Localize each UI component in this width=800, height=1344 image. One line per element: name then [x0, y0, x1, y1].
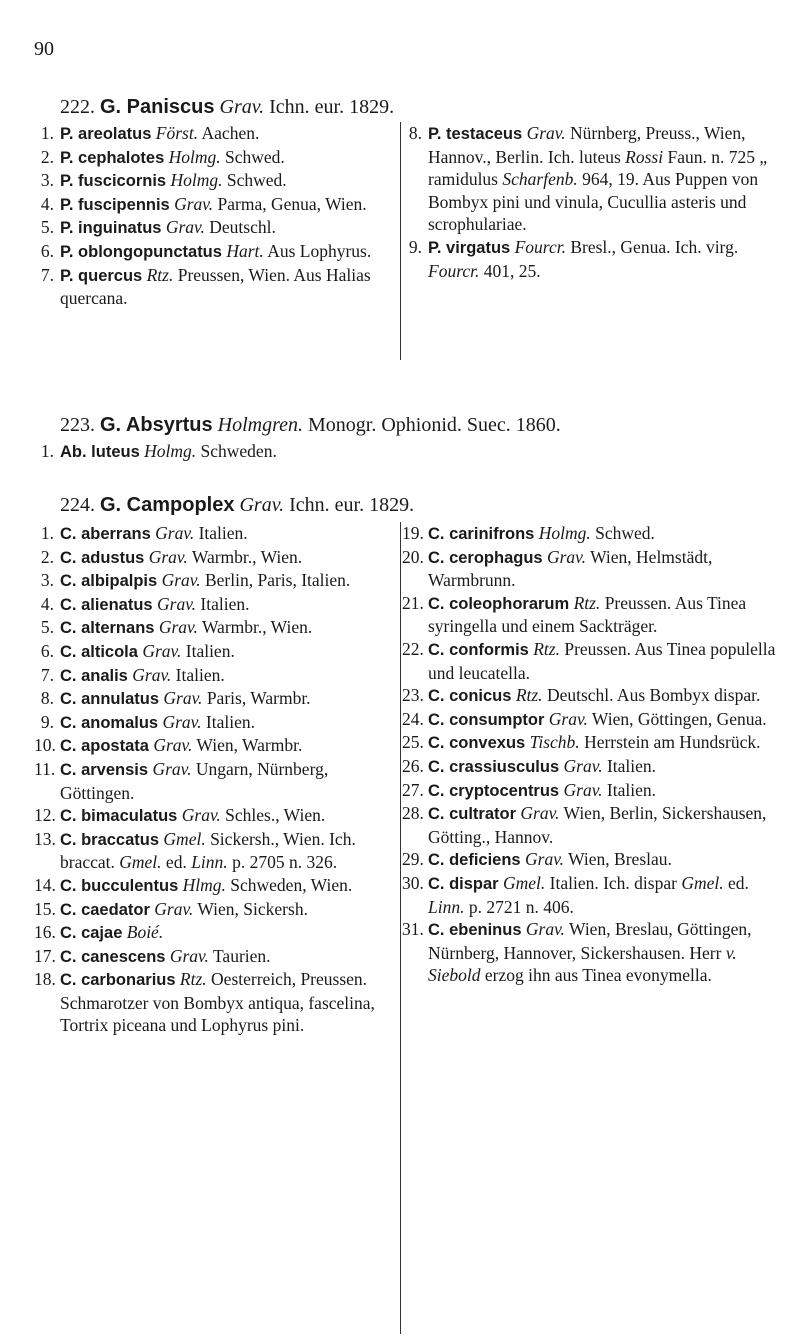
species-name: P. inguinatus	[60, 219, 162, 238]
locality-text: Wien, Helmstädt, Warmbrunn.	[428, 546, 713, 591]
entry-text	[60, 664, 396, 688]
species-entry	[34, 640, 396, 664]
author-name: Gmel.	[681, 872, 724, 893]
page-number: 90	[34, 38, 54, 60]
entry-text	[60, 734, 396, 758]
species-name: C. cerophagus	[428, 548, 543, 567]
section-222-right-column	[402, 122, 776, 282]
entry-text	[60, 945, 396, 969]
entry-number: 11.	[34, 758, 56, 779]
species-name: C. coleophorarum	[428, 594, 570, 613]
entry-text	[428, 592, 776, 638]
entry-text	[60, 804, 396, 828]
locality-text: Oesterreich, Preussen. Schmarotzer von Bombyx antiqua, fascelina, Tortrix piceana und Lophyrus pini.	[60, 969, 375, 1036]
locality-text: Italien. Ich. dispar	[549, 872, 677, 893]
locality-text: Bresl., Genua. Ich. virg.	[570, 236, 739, 257]
author-name: Holmg.	[168, 146, 221, 167]
entry-text	[428, 684, 776, 708]
species-entry	[402, 779, 776, 803]
entry-number: 9.	[408, 236, 422, 257]
entry-number: 19.	[402, 523, 424, 543]
species-name: C. conicus	[428, 687, 512, 706]
species-name: P. areolatus	[60, 125, 152, 143]
entry-number: 22.	[402, 638, 424, 659]
author-name: Grav.	[174, 193, 214, 214]
locality-text: Preussen. Aus Tinea populella und leucatella.	[428, 638, 776, 683]
section-heading-222: 222. G. Paniscus Grav. Ichn. eur. 1829.	[60, 96, 395, 118]
species-entry	[34, 758, 396, 804]
species-name: P. fuscipennis	[60, 195, 170, 214]
entry-number: 17.	[34, 945, 56, 966]
entry-text	[60, 193, 396, 217]
species-name: C. alternans	[60, 619, 155, 638]
author-name: Boié.	[126, 922, 164, 943]
locality-text: Ungarn, Nürnberg, Göttingen.	[60, 758, 329, 803]
species-name: C. bimaculatus	[60, 807, 178, 826]
entry-number: 2.	[40, 146, 54, 167]
locality-text: Schweden.	[200, 441, 277, 461]
entry-text	[60, 122, 396, 146]
entry-text	[60, 264, 396, 310]
entry-text	[428, 779, 776, 803]
entry-number: 3.	[40, 170, 54, 191]
entry-number: 1.	[40, 523, 54, 543]
entry-text	[60, 593, 396, 617]
entry-text	[60, 546, 396, 570]
species-name: P. testaceus	[428, 125, 523, 143]
reference-text: p. 2721 n. 406.	[468, 896, 574, 917]
species-name: C. carinifrons	[428, 525, 535, 543]
entry-number: 28.	[402, 803, 424, 824]
entry-text	[428, 872, 776, 918]
author-name: Grav.	[152, 758, 192, 779]
species-entry	[34, 146, 396, 170]
author-name: Grav.	[153, 735, 193, 756]
entry-number: 7.	[40, 264, 54, 285]
section-heading-224: 224. G. Campoplex Grav. Ichn. eur. 1829.	[60, 494, 415, 516]
entry-text	[428, 802, 776, 848]
species-entry	[34, 122, 396, 146]
author-name: Holmg.	[144, 441, 197, 461]
locality-text: Wien, Breslau, Göttingen, Nürnberg, Hannover, Sickershausen. Herr	[428, 919, 752, 963]
entry-number: 25.	[402, 732, 424, 753]
author-name: Grav.	[155, 523, 195, 543]
locality-text: Berlin, Paris, Italien.	[204, 570, 351, 591]
author-name: Grav.	[161, 570, 201, 591]
species-name: C. aberrans	[60, 525, 151, 543]
entry-text	[60, 569, 396, 593]
entry-number: 1.	[40, 123, 54, 143]
species-entry	[402, 684, 776, 708]
species-entry	[34, 240, 396, 264]
author-name: Scharfenb.	[502, 169, 578, 190]
entry-number: 4.	[40, 593, 54, 614]
entry-text	[60, 216, 396, 240]
author-name: Grav.	[157, 593, 197, 614]
section-224-right-column	[402, 522, 776, 987]
species-entry	[402, 708, 776, 732]
entry-number: 9.	[40, 711, 54, 732]
entry-number: 6.	[40, 240, 54, 261]
species-name: C. apostata	[60, 737, 149, 756]
entry-number: 20.	[402, 546, 424, 567]
author-name: Grav.	[526, 123, 566, 143]
species-entry	[402, 731, 776, 755]
species-entry	[34, 593, 396, 617]
species-name: C. braccatus	[60, 830, 160, 849]
locality-text: Paris, Warmbr.	[206, 688, 311, 709]
species-entry	[402, 848, 776, 872]
author-name: Grav.	[520, 803, 560, 824]
entry-number: 5.	[40, 217, 54, 238]
species-name: C. bucculentus	[60, 876, 179, 895]
locality-text: Preussen. Aus Tinea syringella und einem Sackträger.	[428, 592, 747, 637]
species-name: C. canescens	[60, 947, 166, 966]
locality-text: Sickersh., Wien. Ich. braccat.	[60, 828, 356, 873]
locality-text: Wien, Berlin, Sickershausen, Götting., Hannov.	[428, 803, 767, 847]
locality-text: Italien.	[205, 711, 255, 732]
section-222-left-column	[34, 122, 396, 310]
entry-text	[428, 731, 776, 755]
species-entry	[402, 872, 776, 918]
entry-number: 10.	[34, 735, 56, 756]
entry-text	[428, 236, 776, 282]
entry-number: 3.	[40, 570, 54, 591]
species-name: P. quercus	[60, 266, 143, 285]
species-entry	[402, 802, 776, 848]
locality-text: Herrstein am Hundsrück.	[584, 732, 761, 753]
entry-number: 29.	[402, 849, 424, 870]
species-name: C. annulatus	[60, 690, 160, 709]
locality-text: Aus Lophyrus.	[267, 240, 372, 261]
author-name: Först.	[155, 123, 199, 143]
author-name: Grav.	[563, 779, 603, 800]
author-name: Gmel.	[163, 828, 206, 849]
author-name: Linn.	[191, 852, 228, 873]
entry-text	[428, 848, 776, 872]
entry-number: 2.	[40, 546, 54, 567]
entry-text	[60, 240, 396, 264]
species-name: C. ebeninus	[428, 921, 522, 940]
locality-text: Schwed.	[226, 170, 287, 191]
locality-text: Italien.	[175, 664, 225, 685]
entry-text	[428, 918, 776, 987]
species-entry	[402, 755, 776, 779]
entry-text	[60, 440, 634, 464]
entry-number: 27.	[402, 779, 424, 800]
author-name: Tischb.	[529, 732, 580, 753]
entry-text	[428, 546, 776, 592]
species-entry	[34, 169, 396, 193]
reference-text: 401, 25.	[483, 260, 541, 281]
column-divider	[400, 122, 401, 360]
species-name: C. deficiens	[428, 851, 521, 870]
entry-number: 8.	[40, 688, 54, 709]
author-name: Rtz.	[179, 969, 207, 990]
author-name: Fourcr.	[428, 260, 480, 281]
locality-text: Wien, Breslau.	[568, 849, 672, 870]
species-entry	[402, 592, 776, 638]
species-name: C. analis	[60, 666, 128, 685]
author-name: Gmel.	[502, 872, 546, 893]
species-name: C. crassiusculus	[428, 757, 560, 776]
entry-number: 5.	[40, 617, 54, 638]
species-entry	[34, 804, 396, 828]
species-entry	[34, 828, 396, 874]
author-name: Grav.	[148, 546, 188, 567]
species-entry	[402, 918, 776, 987]
locality-text: Italien.	[198, 523, 248, 543]
species-entry	[34, 874, 396, 898]
locality-text: Schweden, Wien.	[230, 874, 353, 895]
entry-text	[428, 708, 776, 732]
species-name: P. virgatus	[428, 238, 511, 257]
entry-text	[60, 711, 396, 735]
entry-text	[428, 522, 776, 546]
section-heading-223: 223. G. Absyrtus Holmgren. Monogr. Ophionid. Suec. 1860.	[60, 414, 561, 436]
entry-text	[60, 898, 396, 922]
locality-text: Italien.	[606, 755, 657, 776]
species-entry	[34, 216, 396, 240]
species-entry	[402, 522, 776, 546]
entry-text	[60, 874, 396, 898]
species-name: C. carbonarius	[60, 971, 176, 990]
locality-text: Schwed.	[595, 523, 655, 543]
entry-number: 8.	[408, 123, 422, 143]
entry-number: 16.	[34, 922, 56, 943]
species-entry	[34, 898, 396, 922]
author-name: Hlmg.	[182, 874, 226, 895]
species-name: P. cephalotes	[60, 148, 165, 167]
entry-number: 6.	[40, 640, 54, 661]
species-entry	[34, 687, 396, 711]
species-name: C. anomalus	[60, 713, 159, 732]
species-name: C. alienatus	[60, 595, 153, 614]
section-224-left-column	[34, 522, 396, 1037]
species-name: C. cryptocentrus	[428, 781, 560, 800]
entry-text	[428, 122, 776, 236]
entry-number: 12.	[34, 805, 56, 826]
species-name: C. adustus	[60, 548, 145, 567]
author-name: Rtz.	[515, 685, 543, 706]
column-divider	[400, 522, 401, 1334]
locality-text: Deutschl. Aus Bombyx dispar.	[546, 685, 761, 706]
locality-text: Preussen, Wien. Aus Halias quercana.	[60, 264, 371, 309]
entry-text	[60, 828, 396, 874]
locality-text: Wien, Göttingen, Genua.	[591, 708, 767, 729]
species-entry	[34, 921, 396, 945]
species-entry	[402, 122, 776, 236]
species-name: C. convexus	[428, 734, 526, 753]
species-name: C. consumptor	[428, 710, 545, 729]
reference-text: ed.	[727, 872, 749, 893]
locality-text: Warmbr., Wien.	[191, 546, 303, 567]
reference-text: ed.	[165, 852, 187, 873]
entry-number: 24.	[402, 708, 424, 729]
entry-number: 21.	[402, 592, 424, 613]
entry-text	[60, 146, 396, 170]
author-name: Holmg.	[538, 523, 591, 543]
species-entry	[34, 734, 396, 758]
author-name: Grav.	[163, 688, 203, 709]
author-name: Grav.	[158, 617, 198, 638]
locality-text: Wien, Sickersh.	[197, 898, 308, 919]
reference-text: Faun. n. 725 „ ramidulus	[428, 146, 768, 190]
author-name: Grav.	[142, 640, 182, 661]
entry-number: 18.	[34, 969, 56, 990]
entry-number: 30.	[402, 872, 424, 893]
locality-text: Parma, Genua, Wien.	[217, 193, 367, 214]
author-name: Grav.	[154, 898, 194, 919]
entry-text	[60, 968, 396, 1037]
entry-text	[60, 616, 396, 640]
entry-text	[428, 755, 776, 779]
species-entry	[34, 440, 634, 464]
locality-text: Warmbr., Wien.	[201, 617, 313, 638]
entry-text	[60, 687, 396, 711]
author-name: Grav.	[563, 755, 603, 776]
entry-number: 4.	[40, 193, 54, 214]
author-name: Rtz.	[146, 264, 174, 285]
entry-number: 13.	[34, 828, 56, 849]
author-name: Grav.	[181, 805, 221, 826]
species-name: C. alticola	[60, 642, 138, 661]
species-entry	[34, 711, 396, 735]
species-name: P. fuscicornis	[60, 172, 167, 191]
species-entry	[34, 968, 396, 1037]
entry-number: 14.	[34, 874, 56, 895]
locality-text: Aachen.	[201, 123, 260, 143]
species-name: C. arvensis	[60, 760, 149, 779]
author-name: Grav.	[132, 664, 172, 685]
species-name: C. albipalpis	[60, 572, 158, 591]
locality-text: Italien.	[200, 593, 250, 614]
entry-number: 26.	[402, 755, 424, 776]
species-name: C. cultrator	[428, 805, 517, 824]
entry-text	[60, 640, 396, 664]
author-name: Fourcr.	[514, 236, 566, 257]
locality-text: Italien.	[606, 779, 656, 800]
species-name: P. oblongopunctatus	[60, 242, 222, 261]
entry-number: 15.	[34, 898, 56, 919]
author-name: Gmel.	[119, 852, 162, 873]
entry-text	[60, 758, 396, 804]
author-name: Holmg.	[170, 170, 223, 191]
author-name: Grav.	[525, 849, 565, 870]
locality-text: Deutschl.	[209, 217, 276, 238]
entry-text	[60, 921, 396, 945]
locality-text: Schles., Wien.	[225, 805, 326, 826]
entry-number: 31.	[402, 919, 424, 940]
species-entry	[402, 546, 776, 592]
species-entry	[34, 664, 396, 688]
author-name: Grav.	[165, 217, 205, 238]
locality-text: Taurien.	[212, 945, 271, 966]
species-entry	[34, 522, 396, 546]
species-entry	[402, 236, 776, 282]
reference-text: p. 2705 n. 326.	[232, 852, 338, 873]
author-name: Rtz.	[533, 638, 560, 659]
species-name: C. dispar	[428, 874, 499, 893]
species-entry	[34, 569, 396, 593]
species-name: Ab. luteus	[60, 443, 140, 461]
species-entry	[402, 638, 776, 684]
author-name: Linn.	[428, 896, 465, 917]
entry-number: 1.	[40, 441, 54, 461]
entry-text	[60, 522, 396, 546]
species-name: C. conformis	[428, 640, 529, 659]
locality-text: Schwed.	[225, 146, 285, 167]
locality-text: Wien, Warmbr.	[196, 735, 303, 756]
author-name: v. Siebold	[428, 942, 737, 986]
species-name: C. cajae	[60, 924, 123, 943]
entry-text	[60, 169, 396, 193]
species-entry	[34, 945, 396, 969]
species-name: C. caedator	[60, 900, 150, 919]
reference-text: erzog ihn aus Tinea evonymella.	[484, 965, 712, 986]
author-name: Grav.	[546, 546, 587, 567]
species-entry	[34, 193, 396, 217]
author-name: Grav.	[162, 711, 202, 732]
species-entry	[34, 546, 396, 570]
entry-number: 7.	[40, 664, 54, 685]
entry-text	[428, 638, 776, 684]
author-name: Rossi	[625, 146, 664, 167]
locality-text: Nürnberg, Preuss., Wien, Hannov., Berlin. Ich. luteus	[428, 123, 746, 167]
species-entry	[34, 616, 396, 640]
author-name: Grav.	[169, 945, 209, 966]
section-223-column	[34, 440, 634, 464]
species-entry	[34, 264, 396, 310]
author-name: Rtz.	[573, 592, 601, 613]
locality-text: Italien.	[185, 640, 235, 661]
author-name: Hart.	[226, 240, 264, 261]
reference-text: 964, 19. Aus Puppen von Bombyx pini und vinula, Cucullia asteris und scrophulariae.	[428, 169, 759, 235]
entry-number: 23.	[402, 685, 424, 706]
author-name: Grav.	[548, 708, 588, 729]
author-name: Grav.	[525, 919, 565, 940]
